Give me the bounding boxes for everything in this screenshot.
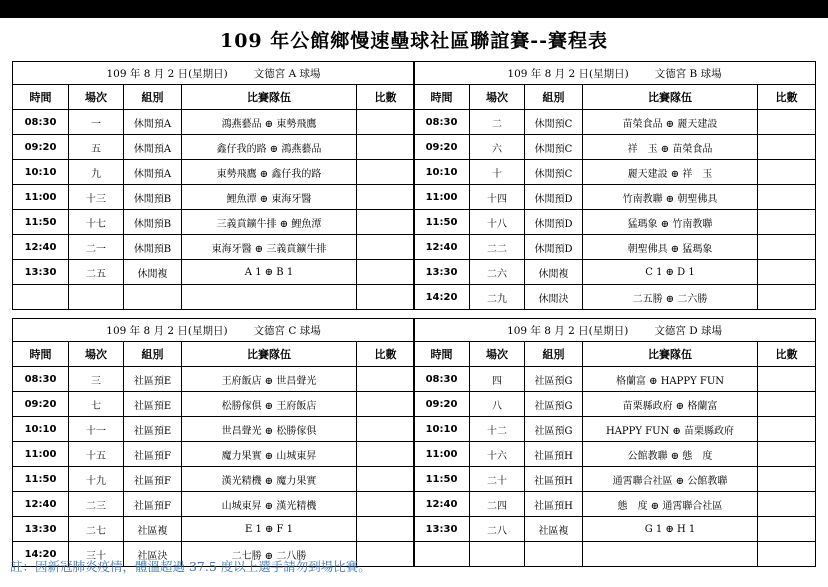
cell-game: 十六: [470, 442, 525, 467]
table-row: [13, 417, 415, 442]
cell-time: 11:50: [414, 467, 470, 492]
header-row: [13, 85, 415, 110]
cell-time: [13, 285, 69, 310]
cell-score: [758, 492, 816, 517]
cell-time: 08:30: [13, 110, 69, 135]
cell-score: [357, 160, 415, 185]
field-date: 109 年 8 月 2 日(星期日): [106, 67, 228, 80]
cell-time: 11:00: [13, 442, 69, 467]
cell-score: [758, 442, 816, 467]
header-row: [414, 342, 816, 367]
column-header: 組別: [124, 342, 182, 367]
field-venue: 文德宮 B 球場: [654, 67, 722, 80]
cell-time: 11:50: [13, 210, 69, 235]
cell-score: [758, 160, 816, 185]
cell-group: 休閒複: [525, 260, 583, 285]
field-caption: [13, 319, 415, 342]
cell-score: [357, 442, 415, 467]
cell-group: 社區決: [124, 542, 182, 567]
cell-time: 09:20: [13, 135, 69, 160]
table-row: [13, 367, 415, 392]
cell-game: 四: [470, 367, 525, 392]
cell-score: [758, 235, 816, 260]
table-row: [13, 210, 415, 235]
cell-game: 二二: [470, 235, 525, 260]
cell-group: 休閒預D: [525, 185, 583, 210]
cell-time: 12:40: [13, 492, 69, 517]
field-caption-row: [414, 319, 816, 342]
cell-group: [525, 542, 583, 567]
field-date: 109 年 8 月 2 日(星期日): [507, 324, 629, 337]
cell-teams: 朝聖佛具 ⊕ 猛瑪象: [583, 235, 758, 260]
cell-teams: 東勢飛鷹 ⊕ 鑫仔我的路: [182, 160, 357, 185]
cell-teams: 鴻燕藝品 ⊕ 東勢飛鷹: [182, 110, 357, 135]
cell-teams: 王府飯店 ⊕ 世昌聲光: [182, 367, 357, 392]
cell-group: 休閒預C: [525, 110, 583, 135]
cell-teams: 世昌聲光 ⊕ 松勝傢俱: [182, 417, 357, 442]
cell-teams: 鑫仔我的路 ⊕ 鴻燕藝品: [182, 135, 357, 160]
cell-game: 二十: [470, 467, 525, 492]
field-caption: [414, 62, 816, 85]
table-row: [414, 392, 816, 417]
cell-time: 13:30: [414, 517, 470, 542]
cell-teams: HAPPY FUN ⊕ 苗栗縣政府: [583, 417, 758, 442]
table-row: [414, 542, 816, 567]
cell-game: 十二: [470, 417, 525, 442]
header-row: [13, 342, 415, 367]
field-caption: [13, 62, 415, 85]
cell-time: 12:40: [13, 235, 69, 260]
cell-group: 休閒預B: [124, 210, 182, 235]
field-venue: 文德宮 A 球場: [253, 67, 321, 80]
cell-time: 11:00: [13, 185, 69, 210]
cell-score: [758, 542, 816, 567]
cell-game: 十: [470, 160, 525, 185]
table-row: [414, 260, 816, 285]
schedule-table-a: [12, 61, 415, 310]
cell-score: [758, 185, 816, 210]
cell-time: 09:20: [414, 392, 470, 417]
cell-group: 社區預G: [525, 367, 583, 392]
cell-game: 二七: [69, 517, 124, 542]
cell-group: 社區預F: [124, 492, 182, 517]
cell-time: 12:40: [414, 492, 470, 517]
column-header: 場次: [470, 85, 525, 110]
cell-time: 09:20: [13, 392, 69, 417]
cell-game: 二九: [470, 285, 525, 310]
cell-game: 二: [470, 110, 525, 135]
cell-time: 08:30: [414, 367, 470, 392]
cell-time: 08:30: [13, 367, 69, 392]
cell-score: [758, 210, 816, 235]
cell-game: 十五: [69, 442, 124, 467]
cell-time: 12:40: [414, 235, 470, 260]
cell-group: 社區預F: [124, 467, 182, 492]
schedule-table-d: [413, 318, 816, 567]
cell-group: 社區預H: [525, 442, 583, 467]
cell-game: 二一: [69, 235, 124, 260]
cell-group: 社區預E: [124, 367, 182, 392]
table-row: [414, 235, 816, 260]
table-row: [414, 285, 816, 310]
cell-game: 二五: [69, 260, 124, 285]
column-header: 比數: [758, 85, 816, 110]
table-row: [414, 467, 816, 492]
cell-game: 五: [69, 135, 124, 160]
cell-time: [414, 542, 470, 567]
footnote: 註：因新冠肺炎疫情，體溫超過 37.5 度以上選手請勿到場比賽。: [10, 559, 371, 574]
column-header: 場次: [69, 342, 124, 367]
column-header: 比賽隊伍: [583, 342, 758, 367]
cell-score: [758, 392, 816, 417]
column-header: 時間: [414, 342, 470, 367]
cell-teams: 東海牙醫 ⊕ 三義賁鑛牛排: [182, 235, 357, 260]
field-venue: 文德宮 C 球場: [253, 324, 321, 337]
top-bar: [0, 0, 828, 18]
cell-teams: 二五勝 ⊕ 二六勝: [583, 285, 758, 310]
cell-group: 休閒預C: [525, 160, 583, 185]
cell-teams: 山城東昇 ⊕ 漢光精機: [182, 492, 357, 517]
table-row: [414, 210, 816, 235]
table-row: [13, 110, 415, 135]
table-row: [414, 367, 816, 392]
cell-teams: 麗天建設 ⊕ 祥 玉: [583, 160, 758, 185]
cell-time: 13:30: [13, 517, 69, 542]
column-header: 組別: [124, 85, 182, 110]
table-row: [13, 160, 415, 185]
column-header: 時間: [13, 85, 69, 110]
cell-time: 11:00: [414, 442, 470, 467]
column-header: 比數: [357, 85, 415, 110]
table-row: [414, 135, 816, 160]
cell-group: 社區預G: [525, 417, 583, 442]
table-row: [414, 160, 816, 185]
cell-teams: 苗榮食品 ⊕ 麗天建設: [583, 110, 758, 135]
column-header: 比數: [357, 342, 415, 367]
cell-time: 11:00: [414, 185, 470, 210]
cell-score: [357, 392, 415, 417]
cell-teams: 猛瑪象 ⊕ 竹南教聯: [583, 210, 758, 235]
cell-group: 休閒預B: [124, 185, 182, 210]
cell-game: 十三: [69, 185, 124, 210]
cell-group: 社區預F: [124, 442, 182, 467]
cell-game: 二四: [470, 492, 525, 517]
column-header: 組別: [525, 342, 583, 367]
cell-group: 休閒決: [525, 285, 583, 310]
cell-time: 10:10: [13, 417, 69, 442]
table-row: [13, 517, 415, 542]
cell-game: 三十: [69, 542, 124, 567]
cell-score: [758, 417, 816, 442]
column-header: 場次: [470, 342, 525, 367]
table-row: [13, 235, 415, 260]
column-header: 場次: [69, 85, 124, 110]
cell-group: 休閒預D: [525, 210, 583, 235]
column-header: 比賽隊伍: [583, 85, 758, 110]
cell-game: 六: [470, 135, 525, 160]
table-row: [13, 135, 415, 160]
cell-game: 十四: [470, 185, 525, 210]
cell-game: 十九: [69, 467, 124, 492]
column-header: 時間: [13, 342, 69, 367]
cell-game: 九: [69, 160, 124, 185]
schedule-table-c: [12, 318, 415, 567]
cell-group: 休閒複: [124, 260, 182, 285]
table-row: [414, 417, 816, 442]
cell-score: [357, 135, 415, 160]
cell-teams: G 1 ⊕ H 1: [583, 517, 758, 542]
cell-teams: C 1 ⊕ D 1: [583, 260, 758, 285]
table-row: [13, 442, 415, 467]
cell-teams: [583, 542, 758, 567]
table-row: [414, 110, 816, 135]
cell-time: 09:20: [414, 135, 470, 160]
field-date: 109 年 8 月 2 日(星期日): [106, 324, 228, 337]
cell-group: 休閒預A: [124, 135, 182, 160]
table-row: [13, 285, 415, 310]
cell-group: 社區預E: [124, 417, 182, 442]
cell-score: [357, 517, 415, 542]
cell-time: 11:50: [414, 210, 470, 235]
cell-teams: 漢光精機 ⊕ 魔力果實: [182, 467, 357, 492]
cell-score: [357, 185, 415, 210]
cell-score: [758, 517, 816, 542]
cell-score: [758, 467, 816, 492]
cell-group: 休閒預A: [124, 110, 182, 135]
cell-game: 二六: [470, 260, 525, 285]
cell-group: 休閒預C: [525, 135, 583, 160]
cell-group: 社區預H: [525, 467, 583, 492]
cell-time: 14:20: [414, 285, 470, 310]
cell-teams: 通霄聯合社區 ⊕ 公館教聯: [583, 467, 758, 492]
cell-game: 十一: [69, 417, 124, 442]
cell-score: [357, 260, 415, 285]
cell-game: 十七: [69, 210, 124, 235]
field-caption: [414, 319, 816, 342]
cell-score: [357, 367, 415, 392]
cell-time: 08:30: [414, 110, 470, 135]
cell-group: 社區預E: [124, 392, 182, 417]
column-header: 時間: [414, 85, 470, 110]
cell-teams: E 1 ⊕ F 1: [182, 517, 357, 542]
cell-group: 休閒預A: [124, 160, 182, 185]
column-header: 比賽隊伍: [182, 342, 357, 367]
page-title: 109 年公館鄉慢速壘球社區聯誼賽--賽程表: [219, 30, 609, 52]
table-row: [13, 492, 415, 517]
cell-time: 10:10: [13, 160, 69, 185]
field-date: 109 年 8 月 2 日(星期日): [507, 67, 629, 80]
column-header: 比賽隊伍: [182, 85, 357, 110]
cell-score: [758, 260, 816, 285]
cell-time: 11:50: [13, 467, 69, 492]
cell-game: [470, 542, 525, 567]
cell-game: 二三: [69, 492, 124, 517]
cell-score: [758, 285, 816, 310]
cell-teams: 魔力果實 ⊕ 山城東昇: [182, 442, 357, 467]
cell-teams: 祥 玉 ⊕ 苗榮食品: [583, 135, 758, 160]
cell-group: 社區預H: [525, 492, 583, 517]
cell-time: 13:30: [414, 260, 470, 285]
cell-score: [758, 367, 816, 392]
table-row: [13, 185, 415, 210]
table-row: [414, 185, 816, 210]
cell-game: 十八: [470, 210, 525, 235]
cell-score: [357, 285, 415, 310]
cell-teams: 態 度 ⊕ 通霄聯合社區: [583, 492, 758, 517]
cell-teams: 二七勝 ⊕ 二八勝: [182, 542, 357, 567]
cell-teams: 竹南教聯 ⊕ 朝聖佛具: [583, 185, 758, 210]
cell-group: 社區複: [525, 517, 583, 542]
field-caption-row: [13, 319, 415, 342]
field-venue: 文德宮 D 球場: [654, 324, 722, 337]
cell-score: [357, 492, 415, 517]
table-row: [414, 517, 816, 542]
field-caption-row: [13, 62, 415, 85]
table-row: [13, 467, 415, 492]
cell-score: [758, 110, 816, 135]
cell-score: [357, 417, 415, 442]
cell-game: 三: [69, 367, 124, 392]
column-header: 比數: [758, 342, 816, 367]
cell-time: 10:10: [414, 417, 470, 442]
cell-game: 二八: [470, 517, 525, 542]
cell-game: 七: [69, 392, 124, 417]
table-row: [13, 392, 415, 417]
cell-time: 14:20: [13, 542, 69, 567]
cell-group: 社區預G: [525, 392, 583, 417]
cell-teams: [182, 285, 357, 310]
cell-game: 八: [470, 392, 525, 417]
cell-group: 休閒預B: [124, 235, 182, 260]
column-header: 組別: [525, 85, 583, 110]
cell-group: 休閒預D: [525, 235, 583, 260]
cell-teams: 鯉魚潭 ⊕ 東海牙醫: [182, 185, 357, 210]
cell-score: [357, 210, 415, 235]
cell-score: [357, 110, 415, 135]
cell-teams: 三義賁鑛牛排 ⊕ 鯉魚潭: [182, 210, 357, 235]
header-row: [414, 85, 816, 110]
cell-teams: 苗栗縣政府 ⊕ 格蘭富: [583, 392, 758, 417]
schedule-table-b: [413, 61, 816, 310]
field-caption-row: [414, 62, 816, 85]
cell-group: 社區複: [124, 517, 182, 542]
cell-game: 一: [69, 110, 124, 135]
table-row: [13, 260, 415, 285]
cell-time: 13:30: [13, 260, 69, 285]
cell-teams: 松勝傢俱 ⊕ 王府飯店: [182, 392, 357, 417]
cell-score: [357, 467, 415, 492]
cell-time: 10:10: [414, 160, 470, 185]
cell-teams: 公館教聯 ⊕ 態 度: [583, 442, 758, 467]
cell-score: [758, 135, 816, 160]
cell-score: [357, 235, 415, 260]
cell-group: [124, 285, 182, 310]
table-row: [414, 492, 816, 517]
cell-teams: A 1 ⊕ B 1: [182, 260, 357, 285]
cell-teams: 格蘭富 ⊕ HAPPY FUN: [583, 367, 758, 392]
cell-game: [69, 285, 124, 310]
table-row: [414, 442, 816, 467]
